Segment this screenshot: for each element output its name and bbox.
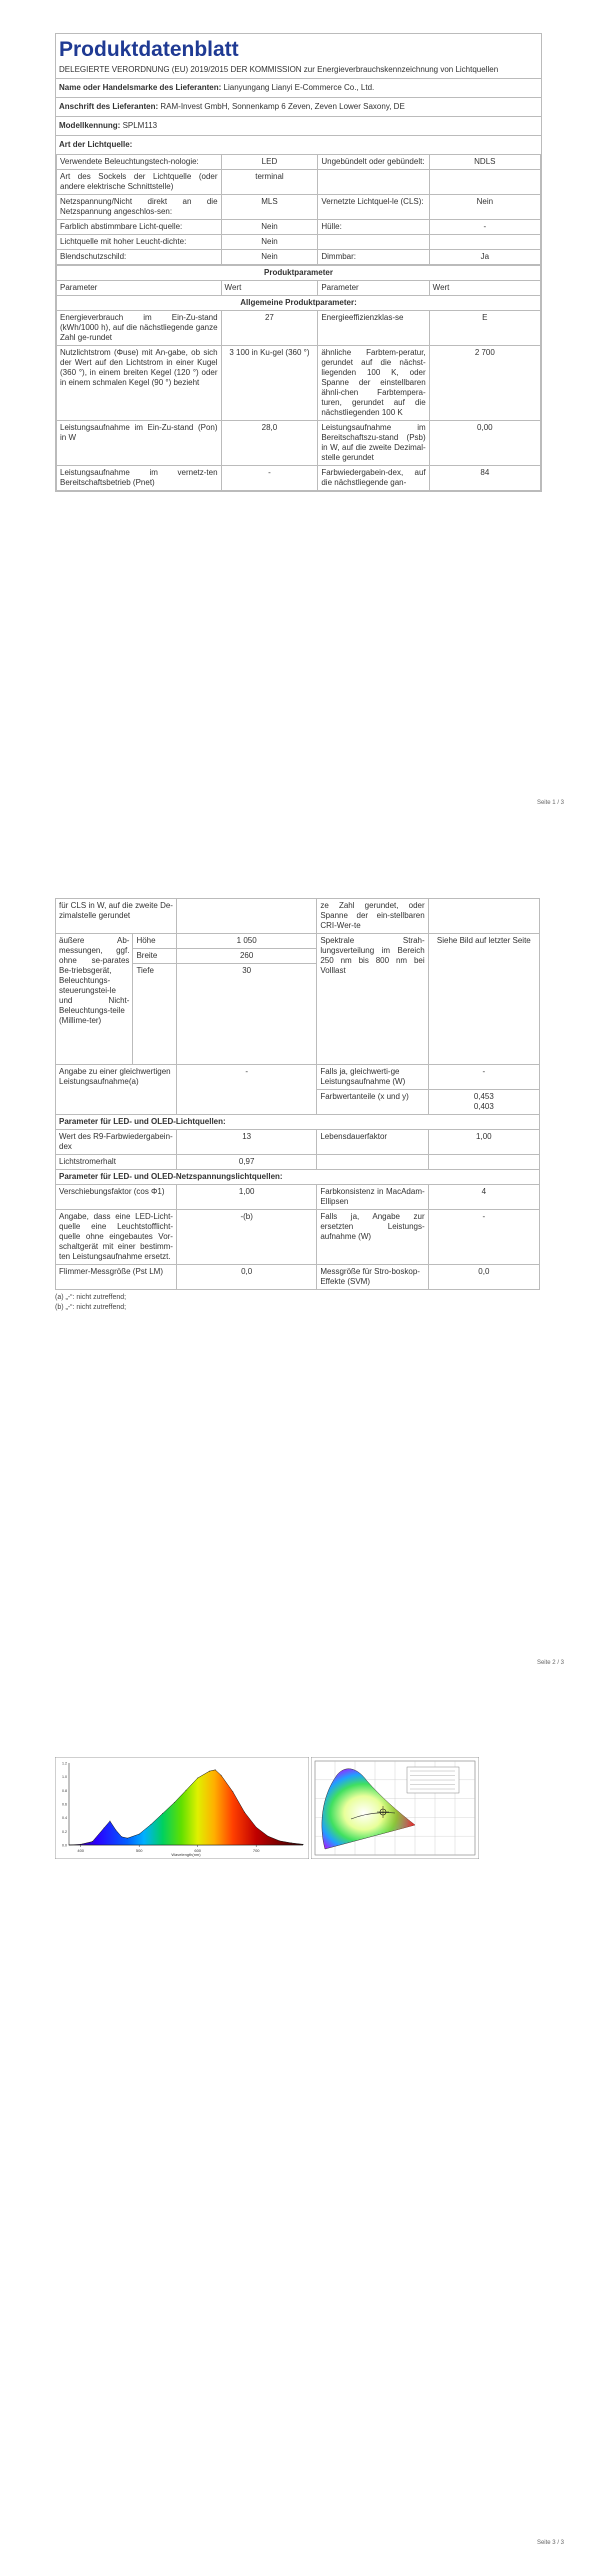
supplier-name-row <box>56 79 541 98</box>
supplier-name-value: Lianyungang Lianyi E-Commerce Co., Ltd. <box>223 83 375 92</box>
general-param-value-2: 84 <box>429 466 540 491</box>
spectral-figures <box>55 1757 479 1859</box>
supplier-address-row <box>56 98 541 117</box>
dim-height-value: 1 050 <box>176 934 316 949</box>
col-param-1: Parameter <box>57 281 222 296</box>
y-tick-label: 1.2 <box>62 1761 67 1766</box>
spectral-label: Spektrale Strah-lungsverteilung im Bereich 250 nm bis 800 nm bei Volllast <box>317 934 428 1065</box>
y-tick-label: 0.6 <box>62 1802 67 1807</box>
strobo-value: 0,0 <box>428 1265 539 1290</box>
spectrum-point <box>268 1836 269 1837</box>
macadam-label: Farbkonsistenz in MacAdam-Ellipsen <box>317 1185 428 1210</box>
spectrum-point <box>291 1843 292 1844</box>
general-param-value: 28,0 <box>221 421 318 466</box>
light-source-param-value: terminal <box>221 170 318 195</box>
general-param-label: Leistungsaufnahme im Ein-Zu-stand (Pon) in W <box>57 421 222 466</box>
light-source-param-label: Lichtquelle mit hoher Leucht-dichte: <box>57 235 222 250</box>
x-axis-label: Wavelength(nm) <box>171 1852 201 1857</box>
y-tick-label: 0.0 <box>62 1843 67 1848</box>
spectrum-point <box>303 1844 304 1845</box>
table-row <box>57 170 541 195</box>
spectrum-point <box>104 1828 105 1829</box>
spectrum-point <box>151 1824 152 1825</box>
spectrum-point <box>215 1769 216 1770</box>
supplier-name-label: Name oder Handelsmarke des Lieferanten: <box>59 83 222 92</box>
table-row <box>57 466 541 491</box>
supplier-address-value: RAM-Invest GmbH, Sonnenkamp 6 Zeven, Zeven Lower Saxony, DE <box>160 102 405 111</box>
general-param-label-2: Leistungsaufnahme im Bereitschaftszu-stand (Psb) in W, auf die zweite Dezimal-stelle gerundet <box>318 421 429 466</box>
spectrum-point <box>69 1845 70 1846</box>
spectrum-point <box>115 1830 116 1831</box>
light-source-param-value-2 <box>429 235 540 250</box>
general-param-label-2: Farbwiedergabein-dex, auf die nächstliegende gan- <box>318 466 429 491</box>
general-param-value-2: E <box>429 311 540 346</box>
spectrum-point <box>110 1821 111 1822</box>
page-1 <box>0 0 594 820</box>
chroma-x: 0,453 <box>473 1092 494 1101</box>
table-row <box>57 250 541 265</box>
model-row <box>56 117 541 136</box>
light-source-param-label: Verwendete Beleuchtungstech-nologie: <box>57 155 222 170</box>
continued-table <box>55 898 540 1290</box>
cos-phi-label: Verschiebungsfaktor (cos Φ1) <box>56 1185 177 1210</box>
spectrum-point <box>279 1841 280 1842</box>
light-source-param-label: Farblich abstimmbare Licht-quelle: <box>57 220 222 235</box>
page-number-2: Seite 2 / 3 <box>536 1660 564 1666</box>
spectrum-point <box>232 1791 233 1792</box>
spectrum-point <box>244 1812 245 1813</box>
y-tick-label: 0.4 <box>62 1816 67 1821</box>
light-source-param-label-2: Vernetzte Lichtquel-le (CLS): <box>318 195 429 220</box>
general-param-value-2: 0,00 <box>429 421 540 466</box>
survival-label: Lebensdauerfaktor <box>317 1130 428 1155</box>
cos-phi-value: 1,00 <box>176 1185 316 1210</box>
replace-w-value: - <box>428 1210 539 1265</box>
light-source-param-label: Blendschutzschild: <box>57 250 222 265</box>
page-number-3: Seite 3 / 3 <box>536 2540 564 2546</box>
y-tick-label: 0.2 <box>62 1829 67 1834</box>
light-source-param-value-2: Ja <box>429 250 540 265</box>
datasheet-frame <box>55 33 542 492</box>
general-param-value: 3 100 in Ku-gel (360 °) <box>221 346 318 421</box>
light-source-param-label-2 <box>318 170 429 195</box>
dimensions-label: äußere Ab-messungen, ggf. ohne se-parates Be-triebsgerät, Beleuchtungs-steuerungstei-le und Nicht-Beleuchtungs-teile (Millime-ter) <box>56 934 133 1065</box>
strobo-label: Messgröße für Stro-boskop-Effekte (SVM) <box>317 1265 428 1290</box>
spectrum-point <box>186 1790 187 1791</box>
spectrum-point <box>221 1775 222 1776</box>
replace-value: -(b) <box>176 1210 316 1265</box>
spectrum-point <box>127 1838 128 1839</box>
product-params-header: Produktparameter <box>57 266 541 281</box>
spectrum-point <box>92 1841 93 1842</box>
light-source-param-value: LED <box>221 155 318 170</box>
maintenance-value: 0,97 <box>176 1155 316 1170</box>
spectrum-point <box>139 1834 140 1835</box>
page-2 <box>0 860 594 1680</box>
x-tick-label: 700 <box>252 1848 260 1853</box>
general-param-label-2: ähnliche Farbtem-peratur, gerundet auf die nächst-liegenden 100 K, oder Spanne der einstellbaren ähnli-chen Farbtempera-turen, gerundet auf die nächstliegenden 100 K <box>318 346 429 421</box>
footnote-b: (b) „-“: nicht zutreffend; <box>55 1304 127 1311</box>
spectrum-point <box>256 1827 257 1828</box>
light-source-param-label-2: Hülle: <box>318 220 429 235</box>
footnotes <box>55 1290 540 1313</box>
r9-label: Wert des R9-Farbwiedergabein-dex <box>56 1130 177 1155</box>
spectrum-point <box>174 1802 175 1803</box>
light-source-param-label-2 <box>318 235 429 250</box>
light-source-param-value: MLS <box>221 195 318 220</box>
dim-width-label: Breite <box>133 949 177 964</box>
light-source-table <box>56 154 541 265</box>
light-source-header: Art der Lichtquelle: <box>59 140 133 149</box>
maintenance-label: Lichtstromerhalt <box>56 1155 177 1170</box>
chroma-value <box>428 1090 539 1115</box>
dim-width-value: 260 <box>176 949 316 964</box>
replace-w-label: Falls ja, Angabe zur ersetzten Leistungs-aufnahme (W) <box>317 1210 428 1265</box>
dim-height-label: Höhe <box>133 934 177 949</box>
mains-params-header: Parameter für LED- und OLED-Netzspannungslichtquellen: <box>56 1170 540 1185</box>
light-source-param-label: Art des Sockels der Lichtquelle (oder andere elektrische Schnittstelle) <box>57 170 222 195</box>
general-params-header: Allgemeine Produktparameter: <box>57 296 541 311</box>
supplier-address-label: Anschrift des Lieferanten: <box>59 102 159 111</box>
equiv-power-value: - <box>176 1065 316 1115</box>
table-row <box>57 346 541 421</box>
table-row <box>57 311 541 346</box>
light-source-param-label: Netzspannung/Nicht direkt an die Netzspannung angeschlos-sen: <box>57 195 222 220</box>
equiv-w-label: Falls ja, gleichwerti-ge Leistungsaufnahme (W) <box>317 1065 428 1090</box>
spectral-value: Siehe Bild auf letzter Seite <box>428 934 539 1065</box>
y-tick-label: 0.8 <box>62 1788 67 1793</box>
spectrum-point <box>162 1813 163 1814</box>
equiv-power-label: Angabe zu einer gleichwertigen Leistungsaufnahme(a) <box>56 1065 177 1115</box>
table-row <box>57 195 541 220</box>
datasheet-frame-continued <box>55 898 540 1313</box>
general-param-label: Nutzlichtstrom (Φuse) mit An-gabe, ob sich der Wert auf den Lichtstrom in einer Kugel (360 °), in einem breiten Kegel (120 °) oder in einem schmalen Kegel (90 °) bezieht <box>57 346 222 421</box>
doc-title: Produktdatenblatt <box>59 38 239 61</box>
r9-value: 13 <box>176 1130 316 1155</box>
product-params-table <box>56 265 541 491</box>
general-param-label: Energieverbrauch im Ein-Zu-stand (kWh/1000 h), auf die nächstliegende ganze Zahl ge-rundet <box>57 311 222 346</box>
dim-depth-label: Tiefe <box>133 964 177 1065</box>
net-standby-label-cont: für CLS in W, auf die zweite De-zimalstelle gerundet <box>56 899 177 934</box>
model-label: Modellkennung: <box>59 121 121 130</box>
table-row <box>57 235 541 250</box>
spectrum-point <box>121 1836 122 1837</box>
chroma-label: Farbwertanteile (x und y) <box>317 1090 428 1115</box>
table-row <box>57 421 541 466</box>
macadam-value: 4 <box>428 1185 539 1210</box>
general-param-value: 27 <box>221 311 318 346</box>
light-source-param-value-2: NDLS <box>429 155 540 170</box>
flicker-label: Flimmer-Messgröße (Pst LM) <box>56 1265 177 1290</box>
replace-label: Angabe, dass eine LED-Licht-quelle eine Leuchtstofflicht-quelle ohne eingebautes Vor-schaltgerät mit einer bestimm-ten Leistungsaufnahme ersetzt. <box>56 1210 177 1265</box>
col-param-2: Parameter <box>318 281 429 296</box>
y-tick-label: 1.0 <box>62 1775 67 1780</box>
general-param-label: Leistungsaufnahme im vernetz-ten Bereitschaftsbetrieb (Pnet) <box>57 466 222 491</box>
table-row <box>57 220 541 235</box>
light-source-param-label-2: Dimmbar: <box>318 250 429 265</box>
led-params-header: Parameter für LED- und OLED-Lichtquellen: <box>56 1115 540 1130</box>
equiv-w-value: - <box>428 1065 539 1090</box>
light-source-param-value-2 <box>429 170 540 195</box>
light-source-param-label-2: Ungebündelt oder gebündelt: <box>318 155 429 170</box>
chroma-y: 0,403 <box>473 1102 494 1111</box>
footnote-a: (a) „-“: nicht zutreffend; <box>55 1294 127 1301</box>
x-tick-label: 600 <box>194 1848 202 1853</box>
general-param-label-2: Energieeffizienzklas-se <box>318 311 429 346</box>
col-value-1: Wert <box>221 281 318 296</box>
col-value-2: Wert <box>429 281 540 296</box>
regulation-text: DELEGIERTE VERORDNUNG (EU) 2019/2015 DER KOMMISSION zur Energieverbrauchskennzeichnung von Lichtquellen <box>56 64 541 79</box>
light-source-param-value: Nein <box>221 220 318 235</box>
spectrum-point <box>197 1778 198 1779</box>
light-source-param-value-2: Nein <box>429 195 540 220</box>
light-source-param-value: Nein <box>221 250 318 265</box>
cri-label-cont: ze Zahl gerundet, oder Spanne der ein-stellbaren CRI-Wer-te <box>317 899 428 934</box>
survival-value: 1,00 <box>428 1130 539 1155</box>
spectrum-point <box>209 1771 210 1772</box>
x-tick-label: 400 <box>77 1848 85 1853</box>
dim-depth-value: 30 <box>176 964 316 1065</box>
spectral-distribution-chart <box>55 1757 309 1859</box>
model-value: SPLM113 <box>122 121 158 130</box>
page-number-1: Seite 1 / 3 <box>536 800 564 806</box>
flicker-value: 0,0 <box>176 1265 316 1290</box>
spectrum-point <box>80 1844 81 1845</box>
cie-chromaticity-diagram <box>311 1757 479 1859</box>
page-3 <box>0 1720 594 2560</box>
general-param-value: - <box>221 466 318 491</box>
table-row <box>57 155 541 170</box>
light-source-param-value: Nein <box>221 235 318 250</box>
light-source-param-value-2: - <box>429 220 540 235</box>
x-tick-label: 500 <box>135 1848 143 1853</box>
general-param-value-2: 2 700 <box>429 346 540 421</box>
